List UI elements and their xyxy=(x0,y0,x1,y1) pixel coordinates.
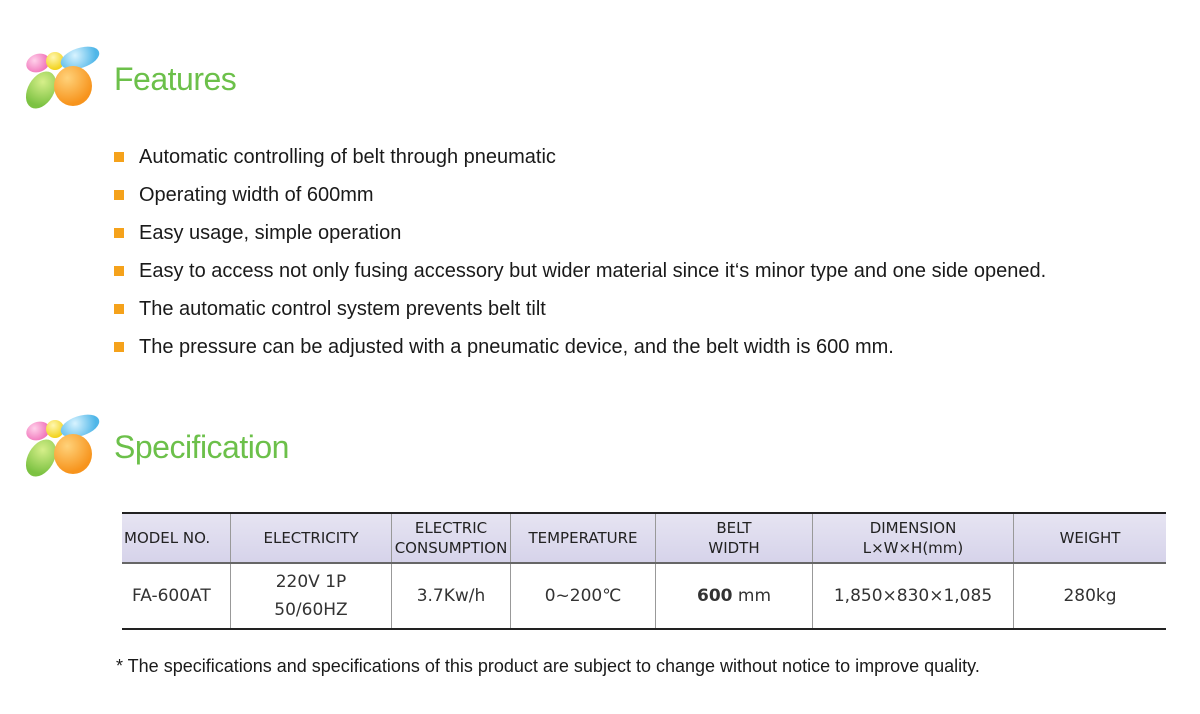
header-dimension: DIMENSION L×W×H(mm) xyxy=(813,513,1014,563)
table-row xyxy=(122,563,1166,629)
square-bullet-icon xyxy=(114,266,124,276)
cell-weight: 280kg xyxy=(1063,586,1117,606)
list-item: Easy to access not only fusing accessory but wider material since it‘s minor type and one side opened. xyxy=(114,252,1046,290)
header-consumption: ELECTRIC CONSUMPTION xyxy=(392,513,511,563)
square-bullet-icon xyxy=(114,342,124,352)
features-header xyxy=(22,44,236,114)
flower-logo-icon xyxy=(22,44,100,114)
list-item: Automatic controlling of belt through pneumatic xyxy=(114,138,1046,176)
header-temperature: TEMPERATURE xyxy=(511,513,656,563)
list-item: Easy usage, simple operation xyxy=(114,214,1046,252)
table-header-row xyxy=(122,513,1166,563)
square-bullet-icon xyxy=(114,190,124,200)
header-belt-width: BELT WIDTH xyxy=(656,513,813,563)
cell-dimension: 1,850×830×1,085 xyxy=(813,563,1014,629)
features-list xyxy=(114,138,1046,366)
header-electricity: ELECTRICITY xyxy=(231,513,392,563)
list-item: The pressure can be adjusted with a pneumatic device, and the belt width is 600 mm. xyxy=(114,328,1046,366)
specification-title: Specification xyxy=(114,428,289,465)
cell-model: FA-600AT xyxy=(122,563,231,629)
square-bullet-icon xyxy=(114,304,124,314)
square-bullet-icon xyxy=(114,152,124,162)
specification-table xyxy=(122,512,1166,630)
header-weight: WEIGHT xyxy=(1014,513,1167,563)
cell-belt-width: 600 mm xyxy=(656,563,813,629)
square-bullet-icon xyxy=(114,228,124,238)
cell-consumption: 3.7Kw/h xyxy=(392,563,511,629)
list-item: The automatic control system prevents belt tilt xyxy=(114,290,1046,328)
cell-temperature: 0~200℃ xyxy=(511,563,656,629)
features-title: Features xyxy=(114,60,237,97)
footnote: * The specifications and specifications of this product are subject to change without notice to improve quality. xyxy=(116,656,980,676)
list-item: Operating width of 600mm xyxy=(114,176,1046,214)
flower-logo-icon xyxy=(22,412,100,482)
header-model: MODEL NO. xyxy=(122,513,231,563)
specification-header xyxy=(22,412,289,482)
cell-electricity: 220V 1P 50/60HZ xyxy=(231,563,392,629)
